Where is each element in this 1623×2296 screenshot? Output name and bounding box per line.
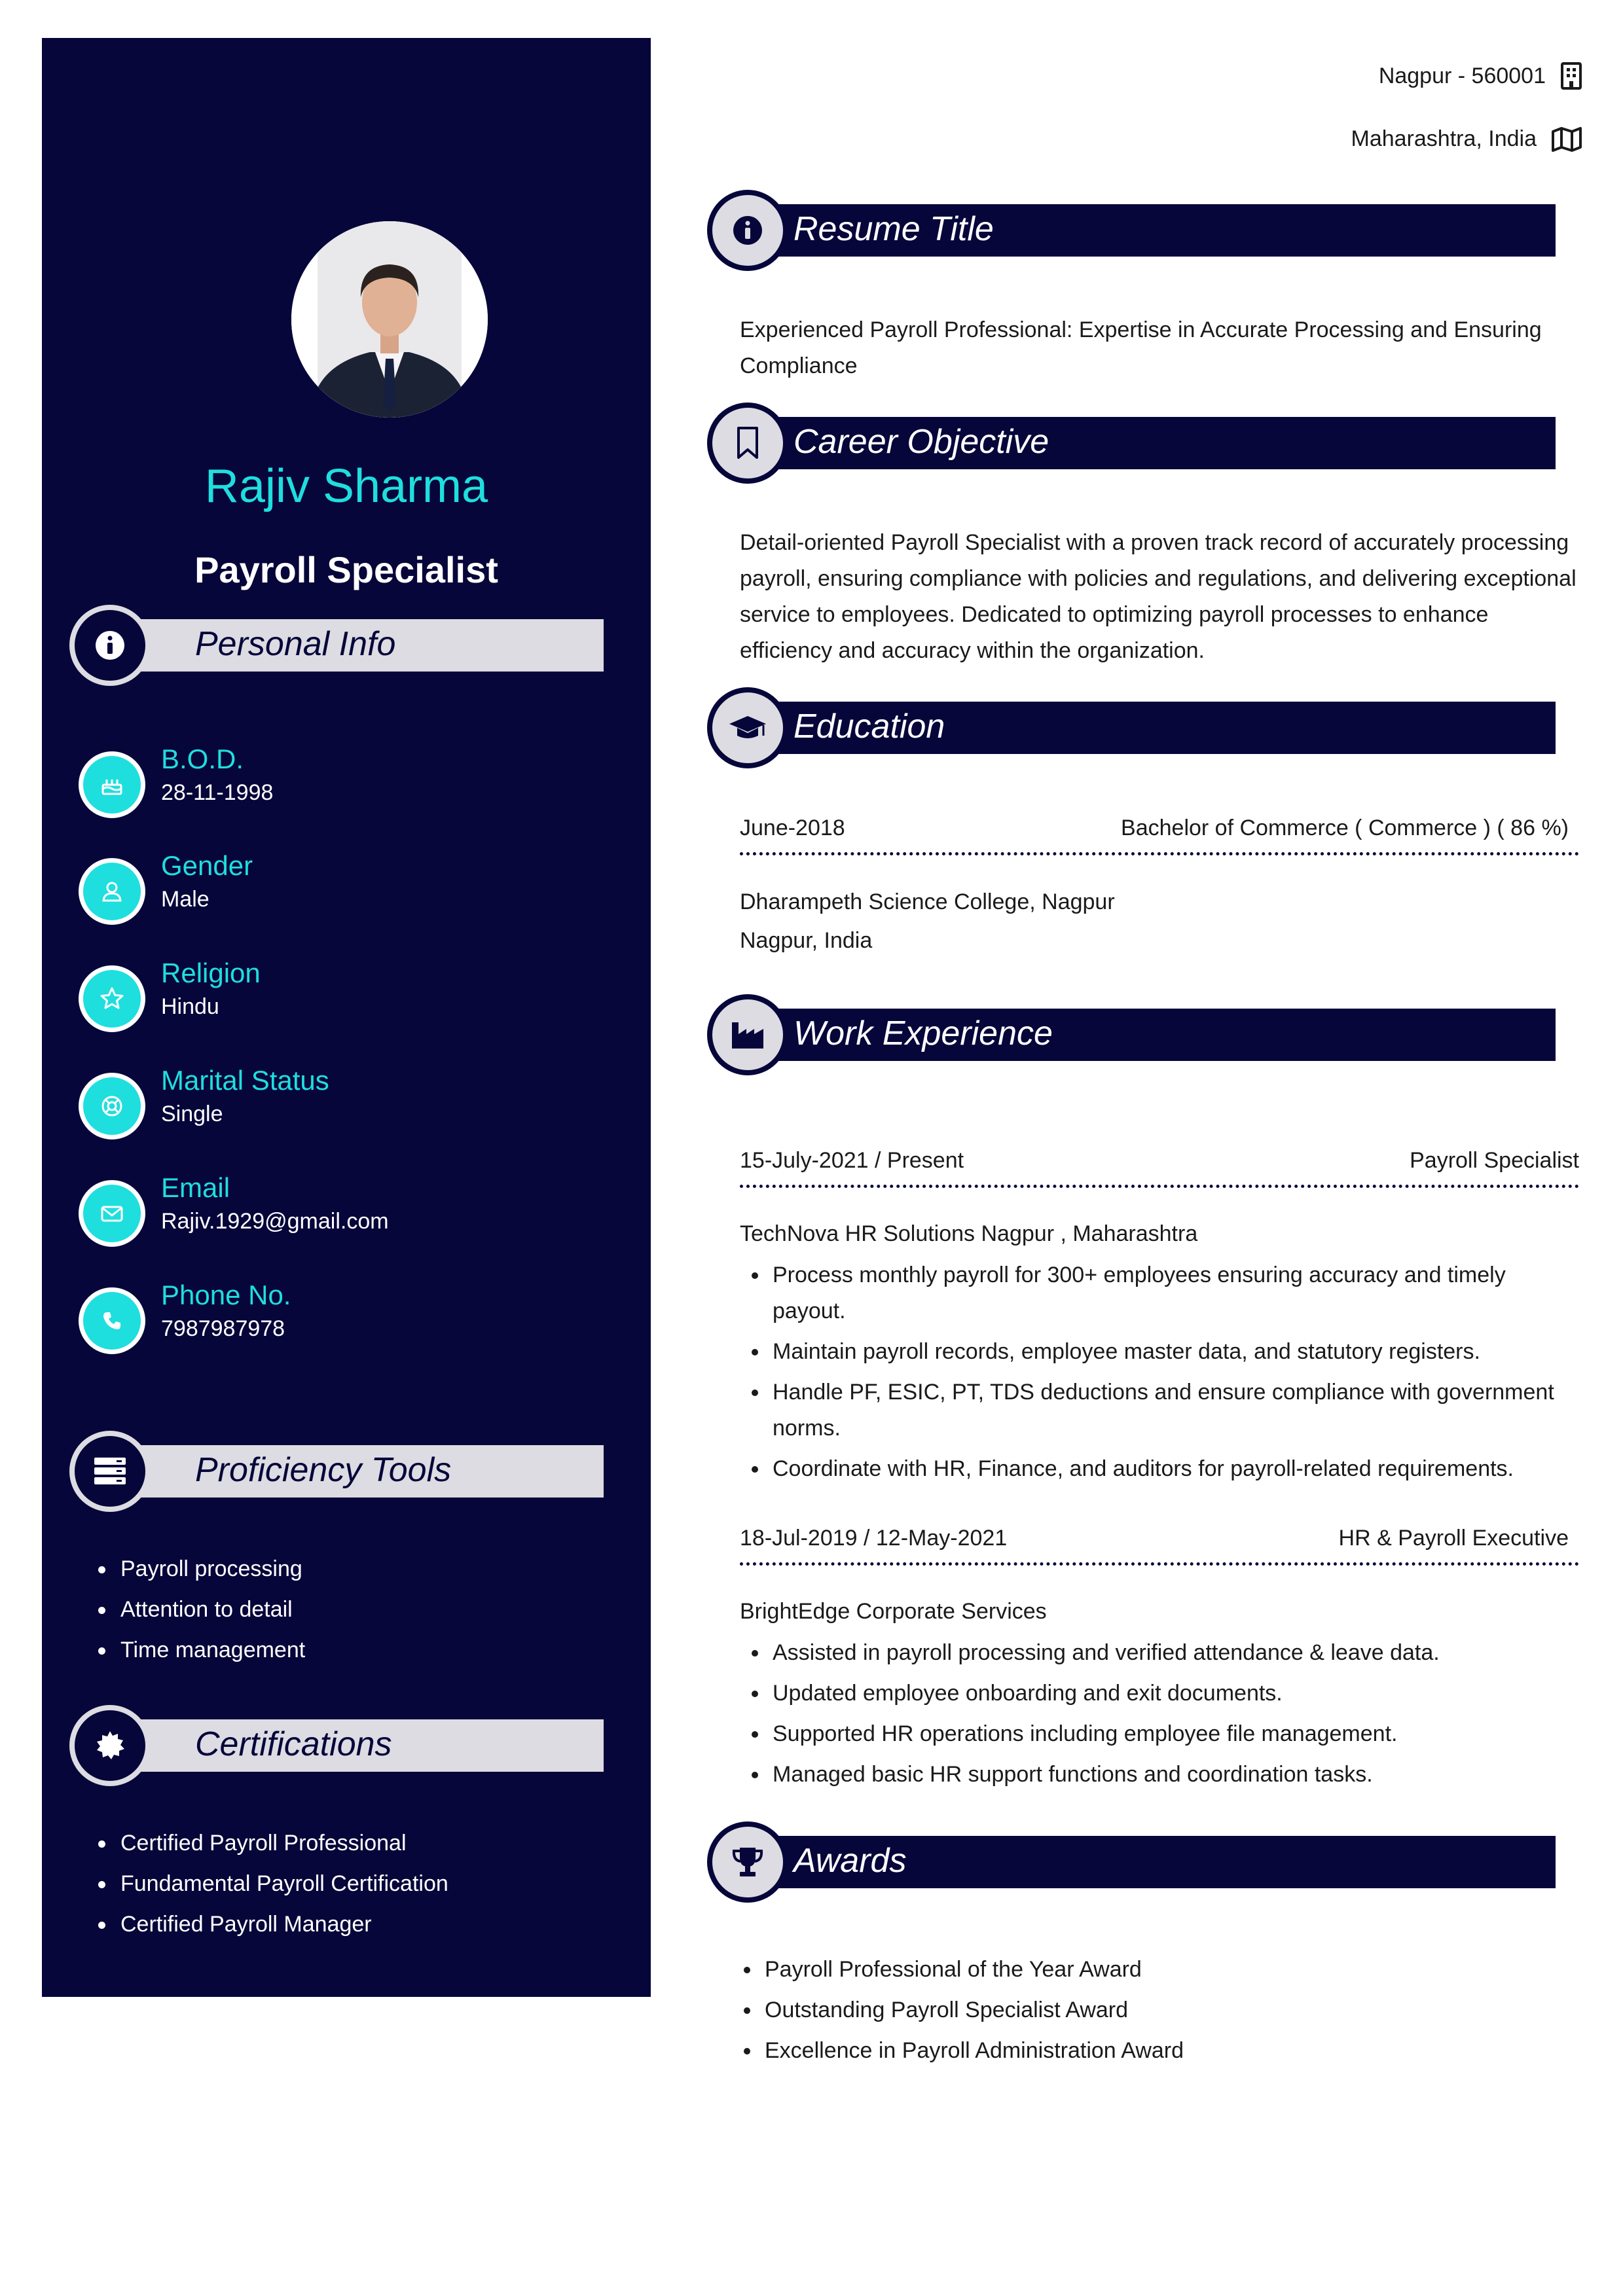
info-value: 7987987978 [161,1316,285,1341]
info-item-phone [79,1280,615,1358]
certifications-heading [69,1705,604,1786]
address-line-2 [1351,126,1583,152]
education-location: Nagpur, India [740,928,873,953]
list-item: Handle PF, ESIC, PT, TDS deductions and ensure compliance with government norms. [773,1374,1578,1446]
phone-icon [79,1287,145,1354]
building-icon [1560,62,1582,90]
personal-info-title: Personal Info [195,625,396,663]
address-line-1 [1379,62,1582,90]
info-icon [69,605,151,686]
resume-title-text: Experienced Payroll Professional: Expertise in Accurate Processing and Ensuring Compliance [740,317,1542,378]
candidate-title: Payroll Specialist [194,549,498,590]
list-item: Managed basic HR support functions and coordination tasks. [773,1757,1578,1793]
candidate-name: Rajiv Sharma [204,460,488,512]
list-item: Outstanding Payroll Specialist Award [765,1992,1570,2028]
info-value: Hindu [161,994,219,1019]
education-date: June-2018 [740,816,845,840]
job-company: BrightEdge Corporate Services [740,1599,1047,1624]
list-item: Maintain payroll records, employee master data, and statutory registers. [773,1334,1578,1370]
list-item: Payroll Professional of the Year Award [765,1952,1570,1988]
job-row [740,1145,1579,1188]
list-item: Assisted in payroll processing and verified attendance & leave data. [773,1635,1578,1671]
badge-icon [69,1705,151,1786]
info-label: B.O.D. [161,744,244,774]
info-item-religion [79,958,615,1036]
server-icon [69,1431,151,1512]
info-label: Marital Status [161,1065,329,1096]
resume-title-heading [707,190,1556,275]
cake-icon [79,751,145,818]
job-role: HR & Payroll Executive [1338,1526,1569,1551]
trophy-icon [707,1821,788,1903]
education-degree: Bachelor of Commerce ( Commerce ) ( 86 %) [1121,816,1569,840]
list-item: Certified Payroll Professional [120,1823,448,1863]
awards-title: Awards [793,1842,907,1880]
proficiency-tools-heading [69,1431,604,1512]
certifications-title: Certifications [195,1725,392,1763]
career-objective-title: Career Objective [793,423,1049,461]
info-label: Gender [161,850,253,881]
info-value: 28-11-1998 [161,780,274,805]
info-label: Religion [161,958,261,988]
address-state: Maharashtra, India [1351,126,1537,151]
job-row [740,1523,1579,1566]
avatar [291,221,488,418]
job-role: Payroll Specialist [1410,1148,1579,1173]
envelope-icon [79,1180,145,1247]
education-institution: Dharampeth Science College, Nagpur [740,889,1115,914]
info-icon [707,190,788,271]
job-bullets [773,1635,1578,1797]
info-label: Email [161,1172,230,1203]
info-item-bod [79,744,615,822]
factory-icon [707,994,788,1075]
education-title: Education [793,708,945,745]
proficiency-tools-title: Proficiency Tools [195,1451,452,1489]
list-item: Coordinate with HR, Finance, and auditors for payroll-related requirements. [773,1451,1578,1487]
career-objective-text: Detail-oriented Payroll Specialist with a proven track record of accurately processing payroll, ensuring compliance with policies and regulations, and delivering exceptional service to employees. Dedicated to optimizing payroll processes to enhance efficiency and accuracy within the organization. [740,530,1577,663]
lifebuoy-icon [79,1073,145,1139]
info-label: Phone No. [161,1280,291,1310]
list-item: Fundamental Payroll Certification [120,1863,448,1904]
list-item: Time management [120,1630,305,1670]
job-company: TechNova HR Solutions Nagpur , Maharashtra [740,1221,1198,1246]
awards-list [765,1952,1570,2073]
list-item: Excellence in Payroll Administration Award [765,2033,1570,2069]
list-item: Process monthly payroll for 300+ employees ensuring accuracy and timely payout. [773,1257,1578,1329]
list-item: Updated employee onboarding and exit documents. [773,1676,1578,1712]
education-row [740,813,1579,855]
star-icon [79,965,145,1032]
address-city: Nagpur - 560001 [1378,63,1546,88]
sidebar [42,38,651,1997]
certifications-list [120,1823,448,1945]
info-value: Single [161,1102,223,1126]
awards-heading [707,1821,1556,1907]
user-icon [79,858,145,925]
list-item: Certified Payroll Manager [120,1904,448,1945]
personal-info-heading [69,605,604,686]
bookmark-icon [707,403,788,484]
job-bullets [773,1257,1578,1492]
work-experience-title: Work Experience [793,1014,1053,1052]
education-heading [707,687,1556,772]
map-icon [1551,127,1582,152]
list-item: Payroll processing [120,1549,305,1589]
graduation-cap-icon [707,687,788,768]
info-item-email [79,1172,615,1251]
career-objective-heading [707,403,1556,488]
work-experience-heading [707,994,1556,1079]
job-dates: 18-Jul-2019 / 12-May-2021 [740,1526,1008,1551]
info-item-marital-status [79,1065,615,1143]
info-item-gender [79,850,615,929]
job-dates: 15-July-2021 / Present [740,1148,964,1173]
list-item: Supported HR operations including employee file management. [773,1716,1578,1752]
resume-title-title: Resume Title [793,210,994,248]
profile-photo [291,221,488,418]
list-item: Attention to detail [120,1589,305,1630]
proficiency-tools-list [120,1549,305,1670]
info-value[interactable]: Rajiv.1929@gmail.com [161,1209,389,1234]
info-value: Male [161,887,210,912]
